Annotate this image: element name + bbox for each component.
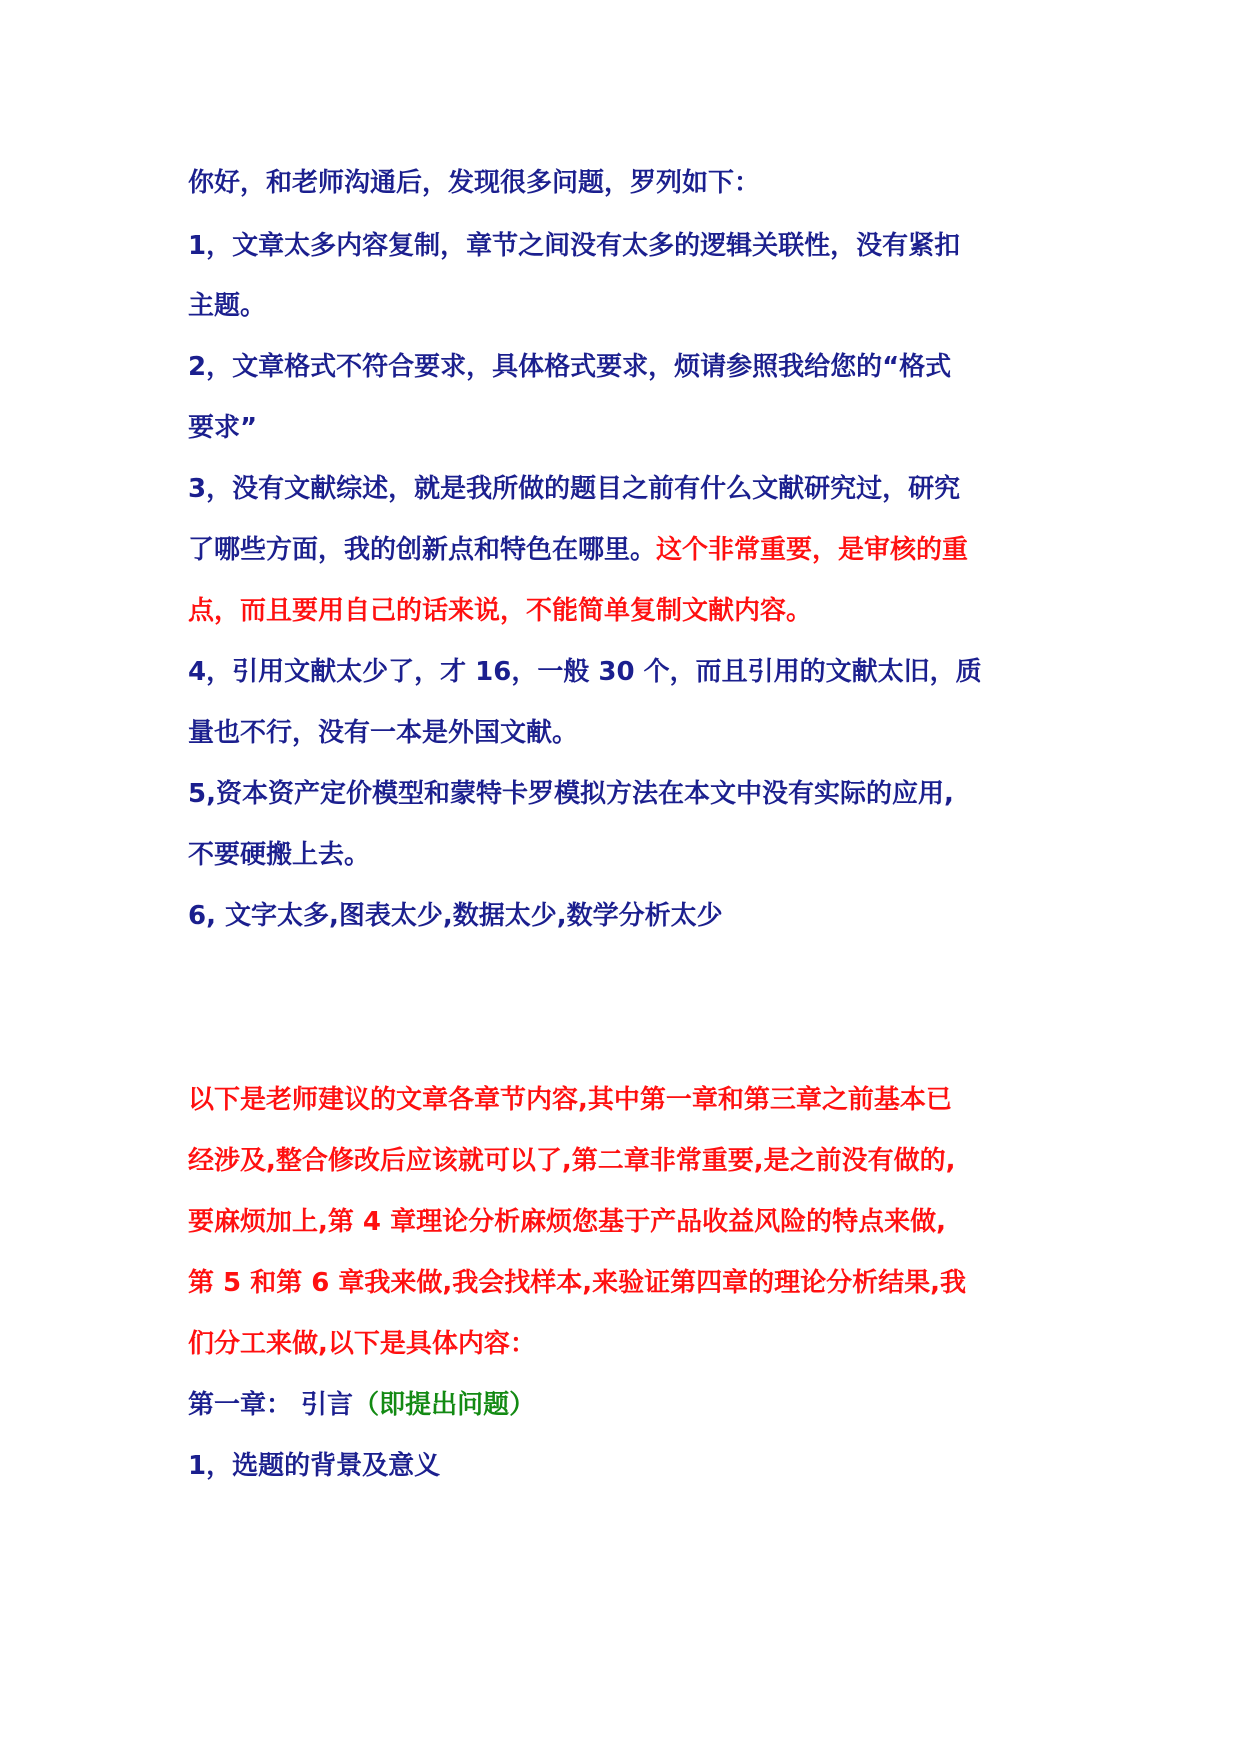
problem-1-line-2: 主题。 — [188, 291, 267, 321]
suggestion-line-5: 们分工来做,以下是具体内容： — [188, 1329, 536, 1359]
problem-5-line-2: 不要硬搬上去。 — [188, 840, 371, 870]
problem-2-line-1: 2，文章格式不符合要求，具体格式要求，烦请参照我给您的“格式 — [188, 352, 952, 382]
suggestion-line-4: 第 5 和第 6 章我来做,我会找样本,来验证第四章的理论分析结果,我 — [188, 1268, 967, 1298]
chapter-1-note: （即提出问题） — [353, 1390, 536, 1420]
suggestion-line-1: 以下是老师建议的文章各章节内容,其中第一章和第三章之前基本已 — [188, 1085, 952, 1115]
chapter-1-item-1: 1，选题的背景及意义 — [188, 1451, 441, 1481]
suggestion-line-2: 经涉及,整合修改后应该就可以了,第二章非常重要,是之前没有做的, — [188, 1146, 956, 1176]
problem-4-line-2: 量也不行，没有一本是外国文献。 — [188, 718, 579, 748]
problem-5-line-1: 5,资本资产定价模型和蒙特卡罗模拟方法在本文中没有实际的应用, — [188, 779, 954, 809]
problem-3-line-3: 点，而且要用自己的话来说，不能简单复制文献内容。 — [188, 596, 813, 626]
problem-2-line-2: 要求” — [188, 413, 258, 443]
problem-4-line-1: 4，引用文献太少了，才 16，一般 30 个，而且引用的文献太旧，质 — [188, 657, 982, 687]
problem-3-line-1: 3，没有文献综述，就是我所做的题目之前有什么文献研究过，研究 — [188, 474, 961, 504]
suggestion-line-3: 要麻烦加上,第 4 章理论分析麻烦您基于产品收益风险的特点来做, — [188, 1207, 946, 1237]
problem-6-line: 6, 文字太多,图表太少,数据太少,数学分析太少 — [188, 901, 723, 931]
intro-line: 你好，和老师沟通后，发现很多问题，罗列如下： — [188, 168, 761, 198]
problem-1-line-1: 1，文章太多内容复制，章节之间没有太多的逻辑关联性，没有紧扣 — [188, 231, 961, 261]
problem-3-emphasis: 这个非常重要，是审核的重 — [656, 535, 969, 565]
chapter-1-heading — [188, 1385, 535, 1425]
problem-3-text: 了哪些方面，我的创新点和特色在哪里。 — [188, 535, 657, 565]
chapter-1-title: 第一章： 引言 — [188, 1390, 354, 1420]
problem-3-line-2 — [188, 530, 968, 570]
